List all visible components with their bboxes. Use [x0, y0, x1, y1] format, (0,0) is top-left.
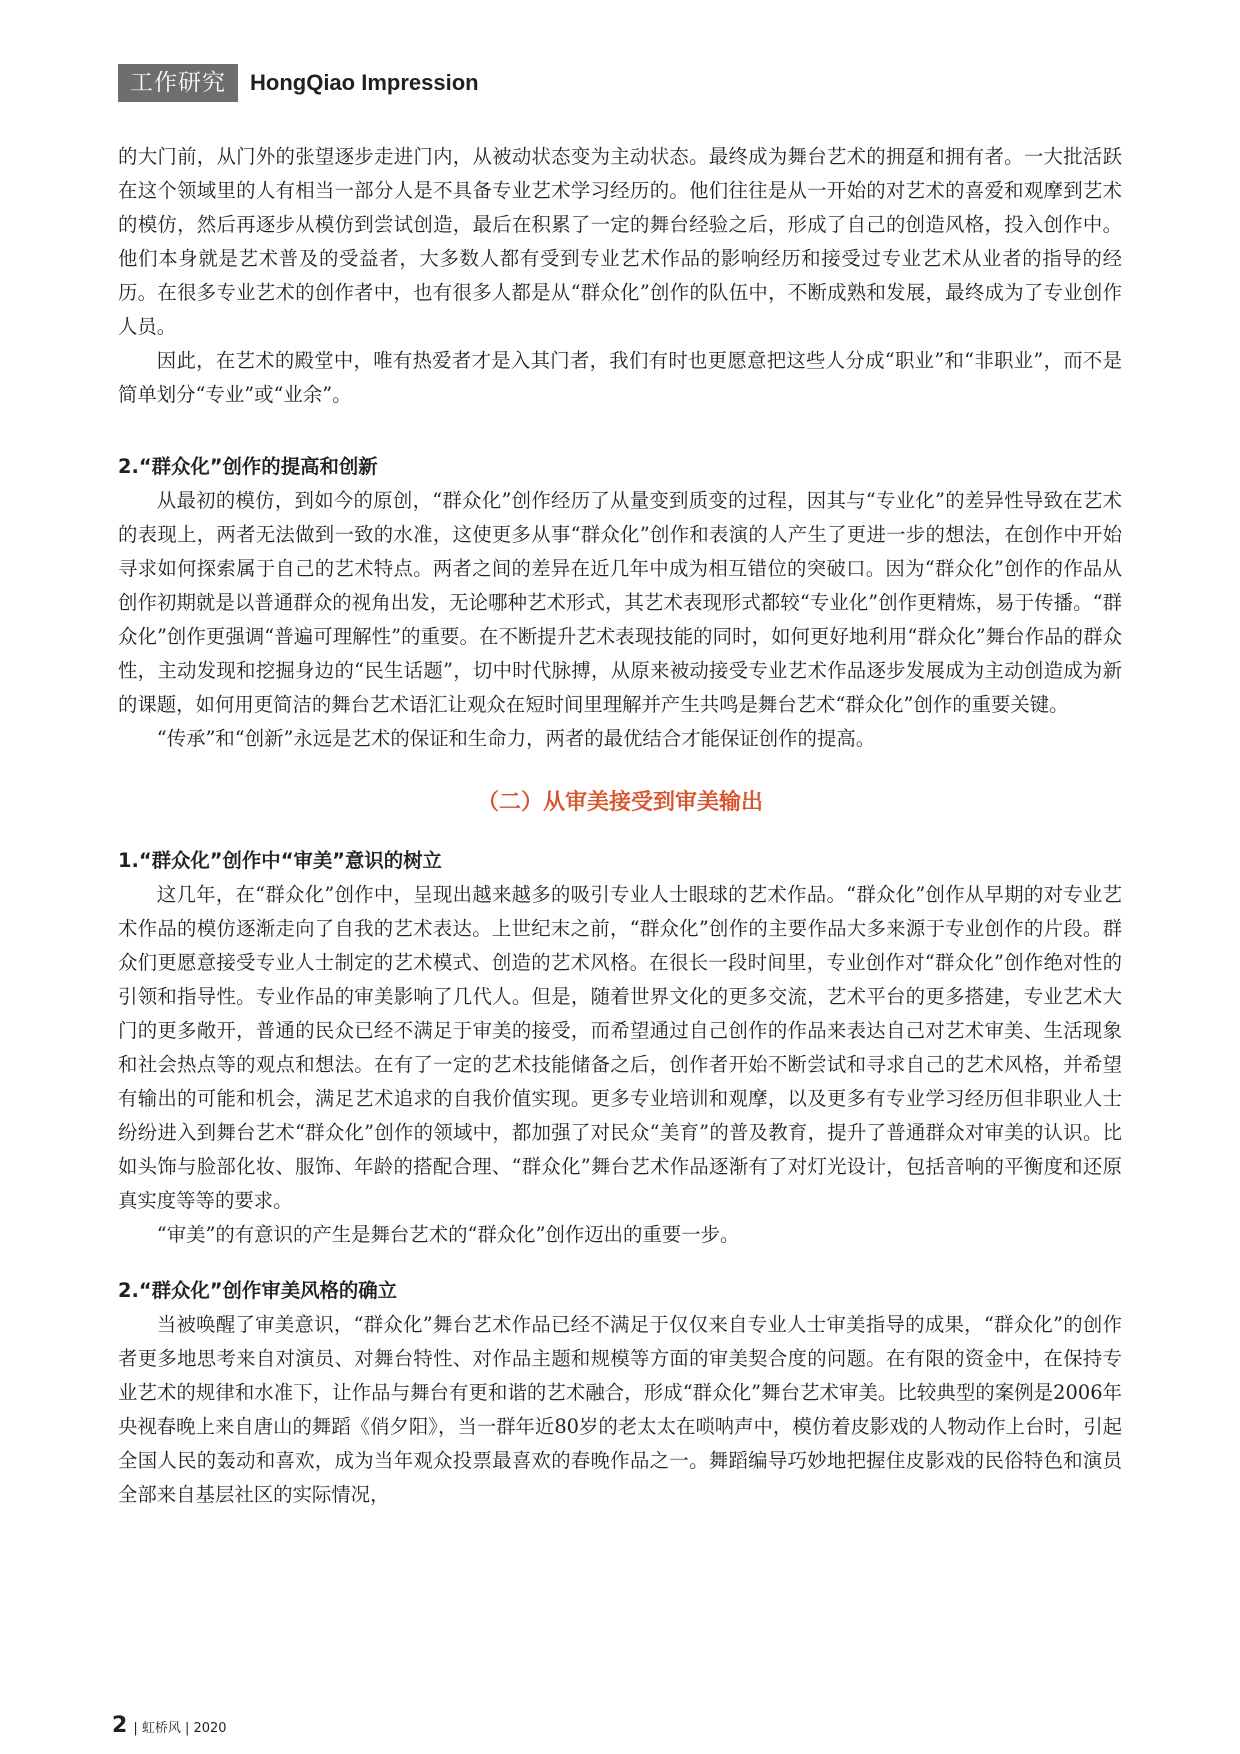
section-tag: 工作研究	[118, 64, 238, 102]
publication-info: | 虹桥风 | 2020	[133, 1721, 227, 1736]
paragraph: 的大门前，从门外的张望逐步走进门内，从被动状态变为主动状态。最终成为舞台艺术的拥趸和拥有者。一大批活跃在这个领域里的人有相当一部分人是不具备专业艺术学习经历的。他们往往是从一开始的对艺术的喜爱和观摩到艺术的模仿，然后再逐步从模仿到尝试创造，最后在积累了一定的舞台经验之后，形成了自己的创造风格，投入创作中。他们本身就是艺术普及的受益者，大多数人都有受到专业艺术作品的影响经历和接受过专业艺术从业者的指导的经历。在很多专业艺术的创作者中，也有很多人都是从“群众化”创作的队伍中，不断成熟和发展，最终成为了专业创作人员。	[118, 145, 1122, 338]
paragraph: 当被唤醒了审美意识，“群众化”舞台艺术作品已经不满足于仅仅来自专业人士审美指导的成果，“群众化”的创作者更多地思考来自对演员、对舞台特性、对作品主题和规模等方面的审美契合度的问题。在有限的资金中，在保持专业艺术的规律和水准下，让作品与舞台有更和谐的艺术融合，形成“群众化”舞台艺术审美。比较典型的案例是2006年央视春晚上来自唐山的舞蹈《俏夕阳》，当一群年近80岁的老太太在唢呐声中，模仿着皮影戏的人物动作上台时，引起全国人民的轰动和喜欢，成为当年观众投票最喜欢的春晚作品之一。舞蹈编导巧妙地把握住皮影戏的民俗特色和演员全部来自基层社区的实际情况，	[118, 1313, 1122, 1506]
paragraph: “审美”的有意识的产生是舞台艺术的“群众化”创作迈出的重要一步。	[156, 1223, 740, 1246]
magazine-title: HongQiao Impression	[250, 70, 479, 95]
subheading: 2.“群众化”创作的提高和创新	[118, 455, 378, 478]
page-footer	[112, 1713, 227, 1738]
subheading: 1.“群众化”创作中“审美”意识的树立	[118, 849, 442, 872]
section-title: （二）从审美接受到审美输出	[476, 790, 763, 815]
page-number: 2	[112, 1713, 128, 1738]
paragraph: “传承”和“创新”永远是艺术的保证和生命力，两者的最优结合才能保证创作的提高。	[156, 727, 876, 750]
paragraph: 这几年，在“群众化”创作中，呈现出越来越多的吸引专业人士眼球的艺术作品。“群众化”创作从早期的对专业艺术作品的模仿逐渐走向了自我的艺术表达。上世纪末之前，“群众化”创作的主要作品大多来源于专业创作的片段。群众们更愿意接受专业人士制定的艺术模式、创造的艺术风格。在很长一段时间里，专业创作对“群众化”创作绝对性的引领和指导性。专业作品的审美影响了几代人。但是，随着世界文化的更多交流，艺术平台的更多搭建，专业艺术大门的更多敞开，普通的民众已经不满足于审美的接受，而希望通过自己创作的作品来表达自己对艺术审美、生活现象和社会热点等的观点和想法。在有了一定的艺术技能储备之后，创作者开始不断尝试和寻求自己的艺术风格，并希望有输出的可能和机会，满足艺术追求的自我价值实现。更多专业培训和观摩，以及更多有专业学习经历但非职业人士纷纷进入到舞台艺术“群众化”创作的领域中，都加强了对民众“美育”的普及教育，提升了普通群众对审美的认识。比如头饰与脸部化妆、服饰、年龄的搭配合理、“群众化”舞台艺术作品逐渐有了对灯光设计，包括音响的平衡度和还原真实度等等的要求。	[118, 883, 1122, 1212]
article-body	[118, 140, 1122, 1512]
paragraph: 因此，在艺术的殿堂中，唯有热爱者才是入其门者，我们有时也更愿意把这些人分成“职业”和“非职业”，而不是简单划分“专业”或“业余”。	[118, 349, 1122, 406]
running-header	[118, 64, 479, 102]
subheading: 2.“群众化”创作审美风格的确立	[118, 1279, 398, 1302]
paragraph: 从最初的模仿，到如今的原创，“群众化”创作经历了从量变到质变的过程，因其与“专业化”的差异性导致在艺术的表现上，两者无法做到一致的水准，这使更多从事“群众化”创作和表演的人产生了更进一步的想法，在创作中开始寻求如何探索属于自己的艺术特点。两者之间的差异在近几年中成为相互错位的突破口。因为“群众化”创作的作品从创作初期就是以普通群众的视角出发，无论哪种艺术形式，其艺术表现形式都较“专业化”创作更精炼，易于传播。“群众化”创作更强调“普遍可理解性”的重要。在不断提升艺术表现技能的同时，如何更好地利用“群众化”舞台作品的群众性，主动发现和挖掘身边的“民生话题”，切中时代脉搏，从原来被动接受专业艺术作品逐步发展成为主动创造成为新的课题，如何用更简洁的舞台艺术语汇让观众在短时间里理解并产生共鸣是舞台艺术“群众化”创作的重要关键。	[118, 489, 1122, 716]
